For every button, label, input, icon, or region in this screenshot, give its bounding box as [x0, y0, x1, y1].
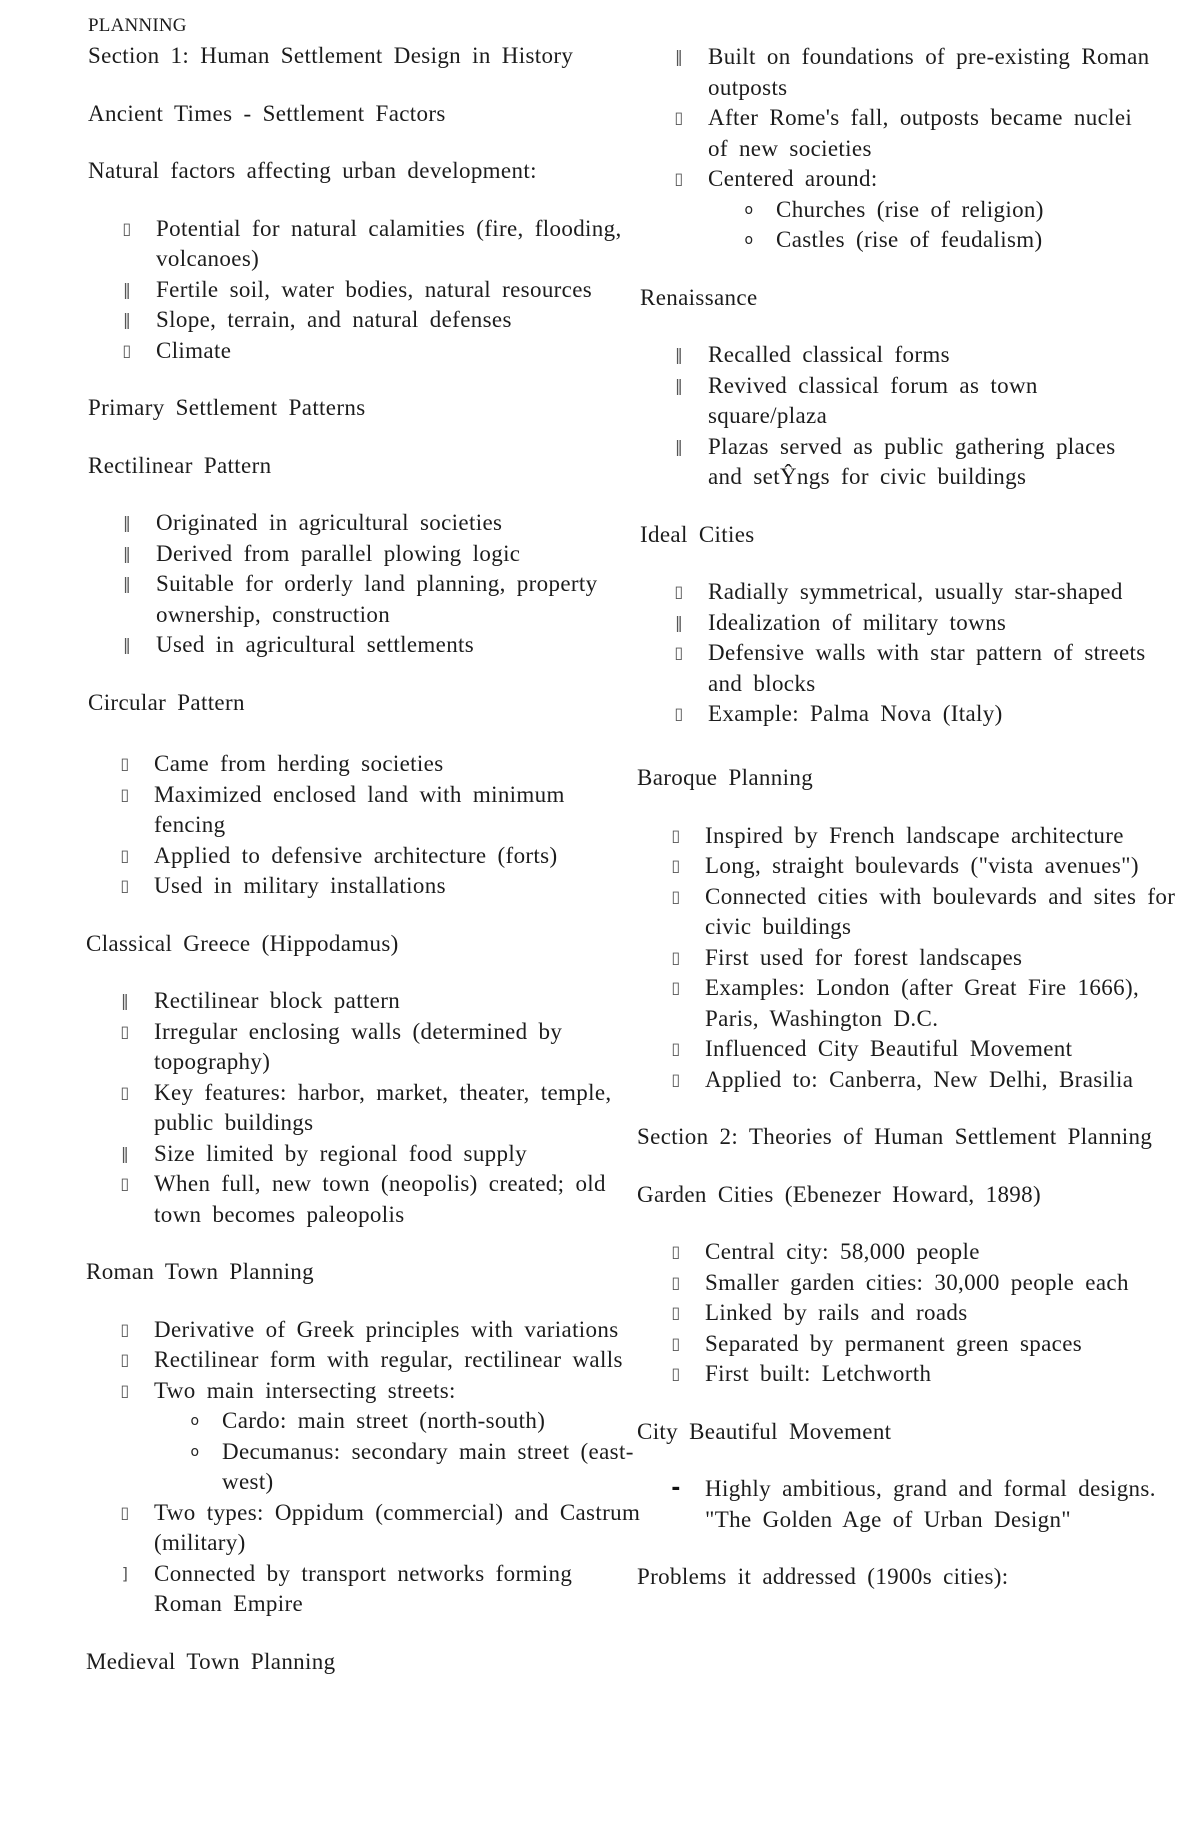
list-item-text: Derivative of Greek principles with variations — [154, 1316, 619, 1342]
bullet-icon: ‖ — [122, 513, 132, 532]
list-item — [86, 841, 646, 872]
sub-list-item — [154, 1437, 646, 1498]
bullet-icon: ▯ — [671, 886, 681, 906]
list-item-text: Connected by transport networks forming Roman Empire — [154, 1560, 573, 1616]
bullet-icon: ▯ — [674, 108, 684, 127]
list-item-text: After Rome's fall, outposts became nuclei of new societies — [708, 105, 1133, 161]
list-item-text: Radially symmetrical, usually star-shaped — [708, 579, 1123, 604]
list-item-text: Highly ambitious, grand and formal designs. "The Golden Age of Urban Design" — [705, 1476, 1156, 1532]
list-item — [640, 371, 1160, 432]
list-item — [637, 1237, 1185, 1268]
section-heading: Circular Pattern — [88, 689, 245, 715]
list-item-text: First built: Letchworth — [705, 1361, 932, 1386]
sub-list — [708, 195, 1160, 256]
list-item-text: Came from herding societies — [154, 751, 444, 776]
list-item-text: When full, new town (neopolis) created; old town becomes paleopolis — [154, 1171, 606, 1227]
list-item-text: Revived classical forum as town square/plaza — [708, 372, 1038, 428]
bullet-icon: ‖ — [674, 436, 684, 456]
bullet-icon: ‖ — [122, 310, 132, 329]
bullet-list — [637, 1237, 1185, 1390]
list-item — [86, 1017, 646, 1078]
bullet-icon: ▯ — [671, 978, 681, 997]
bullet-icon: ▯ — [120, 754, 130, 773]
list-item — [86, 1498, 646, 1559]
list-item — [640, 432, 1160, 493]
bullet-icon: ▯ — [674, 643, 684, 662]
list-item — [86, 1315, 646, 1346]
bullet-list — [86, 749, 646, 902]
section-heading: Rectilinear Pattern — [88, 452, 272, 478]
bullet-icon: ▯ — [671, 856, 681, 875]
list-item — [86, 1376, 646, 1498]
list-item-text: Centered around: — [708, 166, 878, 191]
bullet-icon: o — [744, 201, 754, 218]
bullet-icon: ▯ — [120, 1082, 130, 1102]
bullet-list — [637, 821, 1185, 1096]
column-body — [86, 749, 646, 1677]
column-right-top — [640, 42, 1160, 730]
bullet-list — [86, 986, 646, 1230]
bullet-icon: o — [190, 1443, 200, 1460]
list-item-text: Rectilinear form with regular, rectilinear walls — [154, 1347, 623, 1372]
section-heading: Renaissance — [640, 284, 758, 310]
sub-list-item — [708, 225, 1160, 256]
list-item — [640, 699, 1160, 730]
list-item — [640, 164, 1160, 256]
section-heading: Ideal Cities — [640, 521, 755, 547]
list-item-text: Influenced City Beautiful Movement — [705, 1036, 1073, 1061]
bullet-icon: ▯ — [120, 1502, 130, 1522]
list-item-text: Applied to defensive architecture (forts) — [154, 842, 558, 868]
list-item-text: First used for forest landscapes — [705, 944, 1023, 970]
list-item — [637, 1474, 1185, 1535]
list-item-text: Examples: London (after Great Fire 1666), Paris, Washington D.C. — [705, 975, 1140, 1031]
list-item — [88, 539, 648, 570]
list-item — [88, 508, 648, 539]
section-heading: Baroque Planning — [637, 765, 814, 790]
list-item — [640, 577, 1160, 608]
list-item-text: Size limited by regional food supply — [154, 1140, 527, 1166]
list-item-text: Decumanus: secondary main street (east-west) — [222, 1438, 634, 1494]
bullet-icon: ▯ — [671, 1039, 681, 1058]
section-heading: Garden Cities (Ebenezer Howard, 1898) — [637, 1181, 1042, 1207]
list-item — [640, 638, 1160, 699]
sub-list-item — [154, 1406, 646, 1437]
list-item-text: Separated by permanent green spaces — [705, 1330, 1083, 1356]
section-heading: Ancient Times - Settlement Factors — [88, 100, 446, 126]
bullet-icon: ▯ — [122, 218, 132, 238]
bullet-icon: ▯ — [120, 1319, 130, 1339]
bullet-icon: ‖ — [122, 279, 132, 299]
section-heading: Natural factors affecting urban development: — [88, 158, 537, 183]
list-item — [86, 871, 646, 902]
list-item-text: Two types: Oppidum (commercial) and Castrum (military) — [154, 1499, 641, 1555]
list-item — [640, 608, 1160, 639]
list-item-text: Slope, terrain, and natural defenses — [156, 307, 512, 332]
list-item-text: Cardo: main street (north-south) — [222, 1408, 546, 1433]
list-item — [640, 42, 1160, 103]
bullet-icon: - — [671, 1476, 681, 1501]
list-item — [637, 851, 1185, 882]
list-item — [637, 973, 1185, 1034]
section-heading: Problems it addressed (1900s cities): — [637, 1564, 1009, 1589]
list-item — [637, 882, 1185, 943]
list-item-text: Linked by rails and roads — [705, 1300, 968, 1325]
list-item-text: Key features: harbor, market, theater, temple, public buildings — [154, 1079, 612, 1135]
list-item — [86, 1559, 646, 1620]
bullet-list — [88, 508, 648, 661]
list-item — [637, 1034, 1185, 1065]
bullet-icon: ▯ — [671, 1303, 681, 1322]
section-heading: Roman Town Planning — [86, 1259, 315, 1284]
list-item — [86, 749, 646, 780]
list-item-text: Plazas served as public gathering places and setŶngs for civic buildings — [708, 433, 1116, 489]
column-body — [88, 41, 648, 718]
list-item-text: Fertile soil, water bodies, natural resources — [156, 276, 593, 302]
list-item — [637, 1268, 1185, 1299]
bullet-list — [88, 214, 648, 367]
bullet-icon: ▯ — [671, 1333, 681, 1353]
list-item — [637, 1359, 1185, 1390]
list-item-text: Defensive walls with star pattern of streets and blocks — [708, 640, 1146, 696]
column-left-bottom — [86, 749, 646, 1677]
list-item-text: Used in military installations — [154, 873, 446, 898]
bullet-icon: ] — [121, 1563, 129, 1583]
list-item-text: Potential for natural calamities (fire, flooding, volcanoes) — [156, 215, 622, 271]
section-heading: City Beautiful Movement — [637, 1418, 892, 1444]
list-item-text: Central city: 58,000 people — [705, 1239, 980, 1264]
list-item-text: Churches (rise of religion) — [776, 196, 1044, 222]
list-item — [637, 821, 1185, 852]
bullet-icon: ▯ — [120, 1021, 130, 1041]
list-item — [88, 336, 648, 367]
list-item — [88, 275, 648, 306]
list-item-text: Recalled classical forms — [708, 342, 950, 367]
list-item-text: Originated in agricultural societies — [156, 510, 503, 535]
bullet-icon: ▯ — [671, 1272, 681, 1292]
bullet-icon: ‖ — [674, 375, 684, 395]
list-item — [88, 305, 648, 336]
bullet-icon: ▯ — [671, 1364, 681, 1383]
list-item — [88, 630, 648, 661]
bullet-icon: ▯ — [120, 1380, 130, 1400]
column-body — [637, 763, 1185, 1593]
bullet-list — [640, 577, 1160, 730]
list-item-text: Inspired by French landscape architecture — [705, 822, 1124, 848]
bullet-icon: ▯ — [674, 704, 684, 723]
sub-list-item — [708, 195, 1160, 226]
list-item — [637, 943, 1185, 974]
bullet-list — [640, 340, 1160, 493]
bullet-list — [640, 42, 1160, 256]
section-heading: Section 2: Theories of Human Settlement Planning — [637, 1124, 1153, 1149]
bullet-icon: ▯ — [120, 784, 130, 804]
list-item-text: Derived from parallel plowing logic — [156, 540, 521, 566]
list-item — [637, 1065, 1185, 1096]
list-item-text: Used in agricultural settlements — [156, 632, 475, 657]
list-item — [637, 1298, 1185, 1329]
list-item — [86, 1139, 646, 1170]
bullet-icon: ▯ — [671, 1069, 681, 1089]
bullet-icon: ‖ — [122, 574, 132, 593]
sub-list — [154, 1406, 646, 1498]
list-item-text: Example: Palma Nova (Italy) — [708, 701, 1003, 726]
bullet-icon: ▯ — [674, 582, 684, 601]
list-item — [86, 1345, 646, 1376]
list-item-text: Two main intersecting streets: — [154, 1377, 456, 1403]
bullet-icon: ▯ — [671, 825, 681, 845]
list-item-text: Connected cities with boulevards and sites for civic buildings — [705, 883, 1176, 939]
bullet-icon: ▯ — [671, 1242, 681, 1261]
list-item — [88, 214, 648, 275]
list-item — [640, 340, 1160, 371]
bullet-icon: ‖ — [120, 991, 130, 1010]
list-item-text: Built on foundations of pre-existing Roman outposts — [708, 44, 1150, 100]
column-left-top — [88, 11, 648, 718]
bullet-icon: ▯ — [122, 340, 132, 360]
list-item — [640, 103, 1160, 164]
bullet-list — [637, 1474, 1185, 1535]
list-item — [637, 1329, 1185, 1360]
list-item-text: Rectilinear block pattern — [154, 988, 401, 1013]
bullet-list — [86, 1315, 646, 1620]
list-item-text: Castles (rise of feudalism) — [776, 227, 1043, 252]
column-right-bottom — [637, 763, 1185, 1593]
list-item-text: Irregular enclosing walls (determined by topography) — [154, 1018, 563, 1074]
list-item-text: Smaller garden cities: 30,000 people each — [705, 1269, 1129, 1295]
list-item-text: Suitable for orderly land planning, property ownership, construction — [156, 571, 598, 627]
page-label: PLANNING — [88, 15, 187, 36]
bullet-icon: ‖ — [674, 47, 684, 66]
bullet-icon: ▯ — [120, 1174, 130, 1193]
section-heading: Primary Settlement Patterns — [88, 395, 366, 420]
list-item-text: Maximized enclosed land with minimum fencing — [154, 781, 565, 837]
bullet-icon: ‖ — [674, 612, 684, 632]
list-item — [86, 1169, 646, 1230]
list-item-text: Climate — [156, 337, 232, 363]
bullet-icon: ▯ — [674, 169, 684, 188]
list-item — [86, 986, 646, 1017]
bullet-icon: ▯ — [671, 947, 681, 967]
bullet-icon: ‖ — [674, 345, 684, 364]
list-item-text: Applied to: Canberra, New Delhi, Brasilia — [705, 1066, 1134, 1092]
bullet-icon: o — [744, 232, 754, 248]
list-item-text: Idealization of military towns — [708, 609, 1007, 635]
section-heading: Classical Greece (Hippodamus) — [86, 930, 399, 956]
list-item-text: Long, straight boulevards ("vista avenues") — [705, 853, 1139, 878]
section-heading: Medieval Town Planning — [86, 1648, 336, 1674]
bullet-icon: ▯ — [120, 845, 130, 865]
bullet-icon: ▯ — [120, 1350, 130, 1369]
list-item — [88, 569, 648, 630]
bullet-icon: ‖ — [120, 1143, 130, 1163]
section-heading: Section 1: Human Settlement Design in History — [88, 43, 574, 68]
column-body — [640, 42, 1160, 730]
bullet-icon: ‖ — [122, 635, 132, 654]
bullet-icon: ‖ — [122, 543, 132, 563]
list-item — [86, 780, 646, 841]
bullet-icon: ▯ — [120, 876, 130, 895]
list-item — [86, 1078, 646, 1139]
bullet-icon: o — [190, 1413, 200, 1429]
